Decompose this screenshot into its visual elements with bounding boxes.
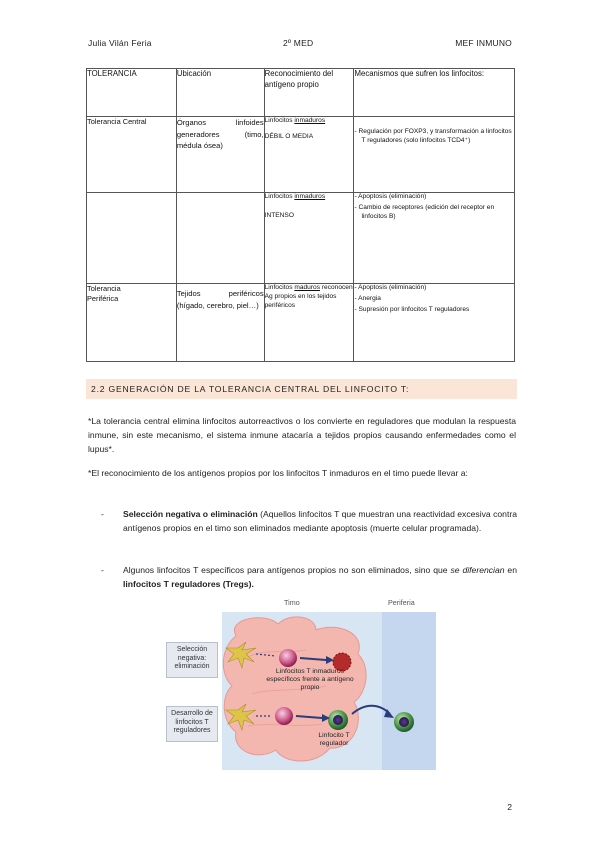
thymus-figure	[166, 598, 436, 770]
periferia-label: Periferia	[388, 598, 415, 607]
list-item: - Apoptosis (eliminación)	[354, 193, 514, 202]
rec-linfocitos-line	[265, 117, 354, 126]
header-reconocimiento: Reconocimiento del antígeno propio	[264, 69, 354, 117]
bullet-bold: linfocitos T reguladores (Tregs).	[123, 579, 254, 589]
header-ubicacion: Ubicación	[176, 69, 264, 117]
paragraph-tolerance-central: *La tolerancia central elimina linfocitos autorreactivos o los convierte en reguladores que modulan la respuesta inmune, sin este mecanismo, el sistema inmune atacaría a tejidos propios causando enfermedades como el lupus*.	[88, 416, 516, 454]
dash-marker: -	[101, 509, 104, 519]
rec-rest: reconocen Ag propios en los tejidos periféricos	[264, 284, 353, 309]
negative-selection-box: Selección negativa: eliminación	[166, 642, 218, 678]
header-mecanismos: Mecanismos que sufren los linfocitos:	[354, 69, 515, 117]
rec-level-debil: DÉBIL O MEDIA	[264, 132, 314, 140]
treg-periphery-nucleus	[399, 717, 409, 727]
rec-level-intenso: INTENSO	[264, 211, 294, 219]
cell-tolerancia-periferica	[87, 284, 177, 362]
rec-linfocitos-line	[265, 193, 354, 202]
cell-empty	[87, 193, 177, 284]
timo-label: Timo	[284, 598, 300, 607]
tolerancia-periferica-text: Tolerancia Periférica	[87, 284, 121, 303]
treg-thymus-nucleus	[333, 715, 343, 725]
table-row	[87, 284, 515, 362]
page-number: 2	[507, 802, 512, 812]
bullet-negative-selection	[101, 507, 517, 535]
cell-mecanismos-central	[354, 117, 515, 193]
cell-tolerancia-central	[87, 117, 177, 193]
bullet-mid: en	[504, 565, 517, 575]
rec-prefix: Linfocitos	[264, 117, 295, 124]
header-subject: MEF INMUNO	[455, 38, 512, 48]
ubicacion-periferica-text: Tejidos periféricos (hígado, cerebro, piel…)	[176, 289, 264, 310]
treg-label: Linfocito T regulador	[318, 732, 350, 747]
list-item: - Supresión por linfocitos T reguladores	[354, 306, 514, 315]
mecanismos-list	[354, 284, 514, 315]
cell-ubicacion-central	[176, 117, 264, 193]
rec-maduros-text	[265, 284, 354, 311]
table-row	[87, 117, 515, 193]
header-course: 2º MED	[283, 38, 314, 48]
bullet-bold: Selección negativa o eliminación	[123, 509, 258, 519]
rec-prefix: Linfocitos	[264, 193, 295, 200]
immature-cells-label: Linfocitos T inmaduros específicos frente a antígeno propio	[266, 668, 354, 691]
table-row	[87, 193, 515, 284]
dash-marker: -	[101, 565, 104, 575]
rec-inmaduros: inmaduros	[294, 193, 326, 200]
list-item: - Apoptosis (eliminación)	[354, 284, 514, 293]
cell-reconocimiento-intenso	[264, 193, 354, 284]
cell-empty	[176, 193, 264, 284]
bullet-text	[123, 507, 517, 535]
mecanismos-list	[354, 193, 514, 222]
tolerancia-central-text: Tolerancia Central	[87, 117, 147, 126]
section-title: 2.2 GENERACIÓN DE LA TOLERANCIA CENTRAL DEL LINFOCITO T:	[86, 379, 517, 399]
paragraph-recognition: *El reconocimiento de los antígenos propios por los linfocitos T inmaduros en el timo puede llevar a:	[88, 468, 468, 478]
bullet-text	[123, 563, 517, 591]
cell-mecanismos-periferica	[354, 284, 515, 362]
bullet-rest: (Aquellos linfocitos T que muestran una reactividad excesiva contra antígenos propios en el timo son eliminados mediante apoptosis (muerte celular programada).	[123, 509, 517, 533]
rec-inmaduros: inmaduros	[294, 117, 326, 124]
list-item: - Regulación por FOXP3, y transformación a linfocitos T reguladores (solo linfocitos TCD4⁺)	[354, 128, 514, 146]
periferia-background	[382, 612, 436, 770]
rec-prefix: Linfocitos	[264, 284, 295, 291]
bullet-italic: se diferencian	[450, 565, 505, 575]
cell-reconocimiento-maduros	[264, 284, 354, 362]
cell-reconocimiento-debil	[264, 117, 354, 193]
cell-mecanismos-intenso	[354, 193, 515, 284]
list-item: - Anergia	[354, 295, 514, 304]
list-item: - Cambio de receptores (edición del receptor en linfocitos B)	[354, 204, 514, 222]
immature-t-cell-bottom	[275, 707, 293, 725]
ubicacion-central-text: Órganos linfoides generadores (timo, médula ósea)	[176, 118, 264, 150]
bullet-pre: Algunos linfocitos T específicos para antígenos propios no son eliminados, sino que	[123, 565, 451, 575]
tolerance-table	[86, 68, 515, 362]
header-author: Julia Vilán Feria	[88, 38, 152, 48]
table-header-row	[87, 69, 515, 117]
mecanismos-list	[354, 128, 514, 146]
cell-ubicacion-periferica	[176, 284, 264, 362]
rec-maduros: maduros	[294, 284, 320, 291]
bullet-tregs	[101, 563, 517, 591]
treg-development-box: Desarrollo de linfocitos T reguladores	[166, 706, 218, 742]
immature-t-cell-top	[279, 649, 297, 667]
header-tolerancia: TOLERANCIA	[87, 69, 177, 117]
